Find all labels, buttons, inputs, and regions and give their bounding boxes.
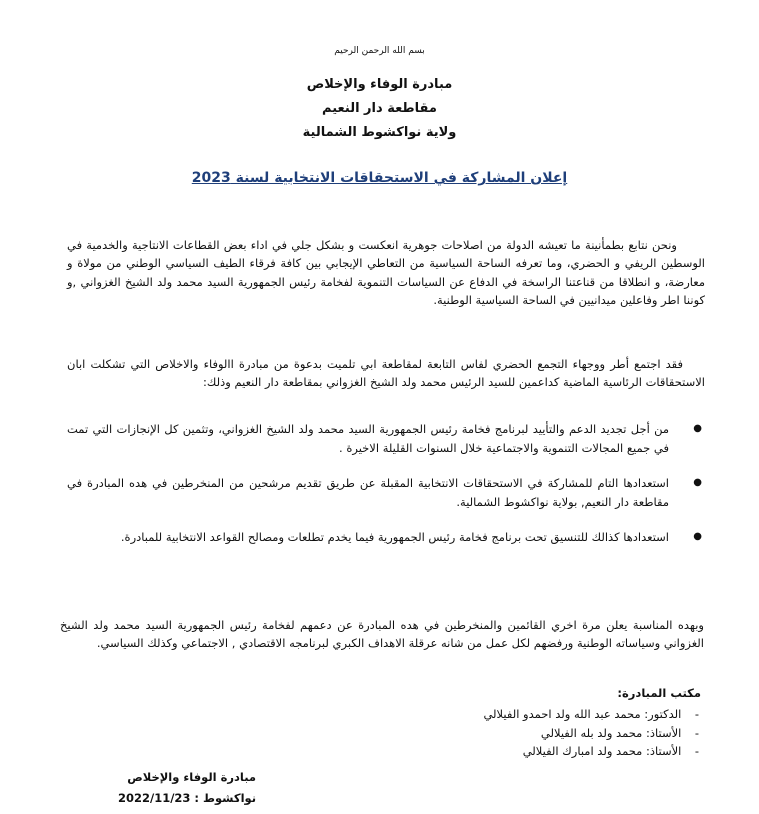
list-item-text: من أجل تجديد الدعم والتأييد لبرنامج فخامة رئيس الجمهورية السيد محمد ولد الشيخ الغزواني، وتثمين كل الإنجازات التي تمت في جميع المجالات التنموية والاجتماعية خلال السنوات القليلة الاخيرة . [67,422,669,455]
header-wilaya: ولاية نواكشوط الشمالية [302,125,457,140]
dash-marker: - [694,707,700,721]
basmala: بسم الله الرحمن الرحيم [334,46,425,56]
office-title: مكتب المبادرة: [617,686,701,700]
dash-marker: - [694,725,700,740]
announcement-headline: إعلان المشاركة في الاستحقاقات الانتخابية لسنة 2023 [191,170,568,186]
list-item [67,420,705,457]
list-item [349,724,709,743]
member-name: الدكتور: محمد عبد الله ولد احمدو الفيلالي [483,707,682,721]
bullet-icon: ● [693,477,702,488]
resolutions-list [67,420,705,564]
list-item [67,528,705,547]
header-district: مقاطعة دار النعيم [322,101,437,116]
meeting-paragraph: فقد اجتمع أطر ووجهاء التجمع الحضري لفاس التابعة لمقاطعة ابي تلميت بدعوة من مبادرة االوفاء والاخلاص التي تشكلت ابان الاستحقاقات الرئاسية الماضية كداعمين للسيد الرئيس محمد ولد الشيخ الغزواني بمقاطعة دار النعيم وذلك: [67,356,705,389]
member-name: الأستاذ: محمد ولد بله الفيلالي [540,725,682,740]
list-item [67,474,705,511]
list-item-text: استعدادها التام للمشاركة في الاستحقاقات الانتخابية المقبلة عن طريق تقديم مرشحين من المنخرطين في هده المبادرة في مقاطعة دار النعيم, بولاية نواكشوط الشمالية. [67,476,669,509]
signature-place-date: نواكشوط : 2022/11/23 [118,791,257,805]
dash-marker: - [694,744,700,758]
signature-org: مبادرة الوفاء والإخلاص [127,770,257,784]
office-members-list [349,705,709,761]
list-item [349,742,709,761]
document-header [0,73,759,145]
list-item [349,705,709,724]
bullet-icon: ● [693,531,702,542]
signature-block [118,767,256,809]
list-item-text: استعدادها كذالك للتنسيق تحت برنامج فخامة رئيس الجمهورية فيما يخدم تطلعات ومصالح القواعد الانتخابية للمبادرة. [120,530,669,544]
intro-paragraph: ونحن نتابع بطمأنينة ما تعيشه الدولة من اصلاحات جوهرية انعكست و بشكل جلي في اداء بعض القطاعات الانتاجية والخدمية في الوسطين الريفي و الحضري، وما تعرفه الساحة السياسية من التعاطي الإيجابي بين كافة فرقاء الطيف السياسي الوطني من مولاة و معارضة، و انطلاقا من قناعتنا الراسخة في الدفاع عن السياسات التنموية لفخامة رئيس الجمهورية السيد محمد ولد الشيخ الغزواني ,و كوننا اطر وفاعلين ميدانيين في الساحة السياسية الوطنية. [67,237,705,307]
closing-paragraph: وبهده المناسبة يعلن مرة اخري القائمين والمنخرطين في هده المبادرة عن دعمهم لفخامة رئيس الجمهورية السيد محمد ولد الشيخ الغزواني وسياساته الوطنية ورفضهم لكل عمل من شانه عرقلة الاهداف الكبري لبرنامجه الاقتصادي , الاجتماعي وكذلك السياسي. [60,617,704,650]
header-initiative-name: مبادرة الوفاء والإخلاص [306,77,453,92]
bullet-icon: ● [693,423,702,434]
member-name: الأستاذ: محمد ولد امبارك الفيلالي [522,744,682,758]
